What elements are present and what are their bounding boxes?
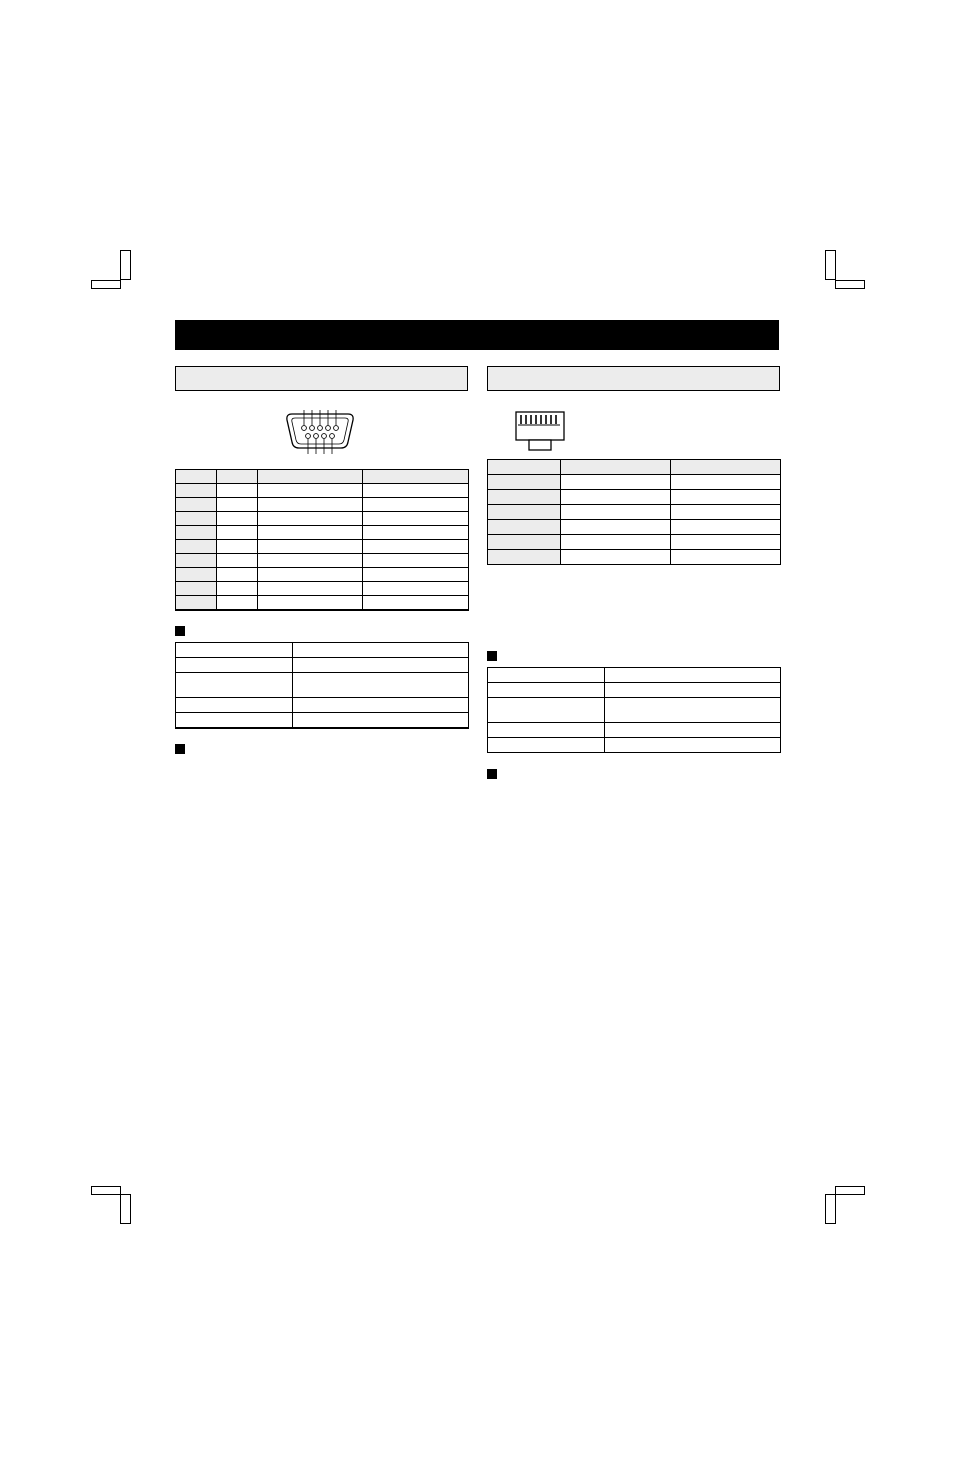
table-cell (217, 596, 258, 611)
table-cell (293, 658, 469, 673)
pin-table-right (487, 459, 781, 565)
column-header (488, 460, 561, 475)
table-cell (488, 550, 561, 565)
table-cell (488, 490, 561, 505)
table-cell (363, 484, 469, 498)
table-cell (217, 540, 258, 554)
table-row (176, 484, 469, 498)
table-cell (488, 683, 605, 698)
table-row (488, 505, 781, 520)
column-header (217, 470, 258, 484)
table-cell (605, 668, 781, 683)
table-cell (176, 698, 293, 713)
table-row (488, 738, 781, 753)
column-header (258, 470, 363, 484)
table-cell (671, 505, 781, 520)
table-row (488, 475, 781, 490)
table-cell (258, 582, 363, 596)
dsub-9pin-connector-icon (284, 408, 356, 456)
square-bullet-icon (175, 626, 185, 636)
square-bullet-icon (487, 769, 497, 779)
table-cell (258, 526, 363, 540)
table-row (176, 554, 469, 568)
table-cell (258, 484, 363, 498)
table-cell (671, 475, 781, 490)
table-cell (488, 668, 605, 683)
table-cell (488, 698, 605, 723)
table-cell (488, 723, 605, 738)
table-cell (176, 658, 293, 673)
table-cell (561, 550, 671, 565)
pin-table-left (175, 469, 469, 611)
table-cell (605, 738, 781, 753)
table-row (488, 698, 781, 723)
table-cell (671, 535, 781, 550)
table-cell (293, 713, 469, 729)
table-row (488, 668, 781, 683)
table-cell (217, 484, 258, 498)
table-cell (363, 540, 469, 554)
table-cell (561, 475, 671, 490)
table-cell (671, 550, 781, 565)
table-header-row (176, 470, 469, 484)
table-cell (258, 512, 363, 526)
table-cell (605, 723, 781, 738)
table-header-row (488, 460, 781, 475)
table-cell (258, 568, 363, 582)
table-cell (176, 596, 217, 611)
rj45-connector-icon (512, 410, 568, 452)
square-bullet-icon (175, 744, 185, 754)
table-cell (258, 540, 363, 554)
table-row (176, 582, 469, 596)
table-row (176, 498, 469, 512)
table-cell (363, 512, 469, 526)
section-header-left (175, 366, 468, 391)
table-cell (176, 568, 217, 582)
column-header (671, 460, 781, 475)
table-row (176, 512, 469, 526)
table-cell (363, 596, 469, 611)
table-cell (488, 520, 561, 535)
table-cell (671, 520, 781, 535)
table-cell (488, 738, 605, 753)
page-title-bar (175, 320, 779, 350)
table-row (176, 698, 469, 713)
table-cell (561, 535, 671, 550)
table-cell (176, 498, 217, 512)
table-cell (363, 498, 469, 512)
table-cell (176, 554, 217, 568)
table-cell (176, 540, 217, 554)
table-cell (293, 643, 469, 658)
table-cell (258, 554, 363, 568)
table-cell (176, 484, 217, 498)
table-cell (605, 698, 781, 723)
table-cell (561, 520, 671, 535)
table-cell (176, 713, 293, 729)
table-row (176, 713, 469, 729)
table-cell (258, 596, 363, 611)
table-cell (176, 512, 217, 526)
table-cell (217, 512, 258, 526)
table-row (176, 540, 469, 554)
table-cell (363, 568, 469, 582)
section-header-right (487, 366, 780, 391)
table-cell (488, 475, 561, 490)
table-cell (217, 554, 258, 568)
table-cell (561, 505, 671, 520)
table-cell (217, 568, 258, 582)
column-header (561, 460, 671, 475)
column-header (363, 470, 469, 484)
conditions-table-right (487, 667, 781, 753)
table-cell (293, 698, 469, 713)
table-cell (488, 505, 561, 520)
table-cell (176, 526, 217, 540)
table-cell (363, 526, 469, 540)
table-row (176, 658, 469, 673)
table-cell (217, 526, 258, 540)
table-cell (217, 582, 258, 596)
table-row (488, 490, 781, 505)
table-cell (217, 498, 258, 512)
table-cell (293, 673, 469, 698)
table-row (176, 568, 469, 582)
table-cell (176, 673, 293, 698)
table-cell (176, 643, 293, 658)
conditions-table-left (175, 642, 469, 729)
table-cell (488, 535, 561, 550)
table-cell (671, 490, 781, 505)
table-row (176, 596, 469, 611)
square-bullet-icon (487, 651, 497, 661)
table-cell (258, 498, 363, 512)
table-cell (605, 683, 781, 698)
table-row (488, 683, 781, 698)
table-row (488, 520, 781, 535)
table-cell (176, 582, 217, 596)
table-row (488, 723, 781, 738)
column-header (176, 470, 217, 484)
table-row (176, 673, 469, 698)
table-row (488, 550, 781, 565)
table-cell (363, 582, 469, 596)
table-cell (561, 490, 671, 505)
table-row (176, 643, 469, 658)
table-cell (363, 554, 469, 568)
table-row (488, 535, 781, 550)
table-row (176, 526, 469, 540)
